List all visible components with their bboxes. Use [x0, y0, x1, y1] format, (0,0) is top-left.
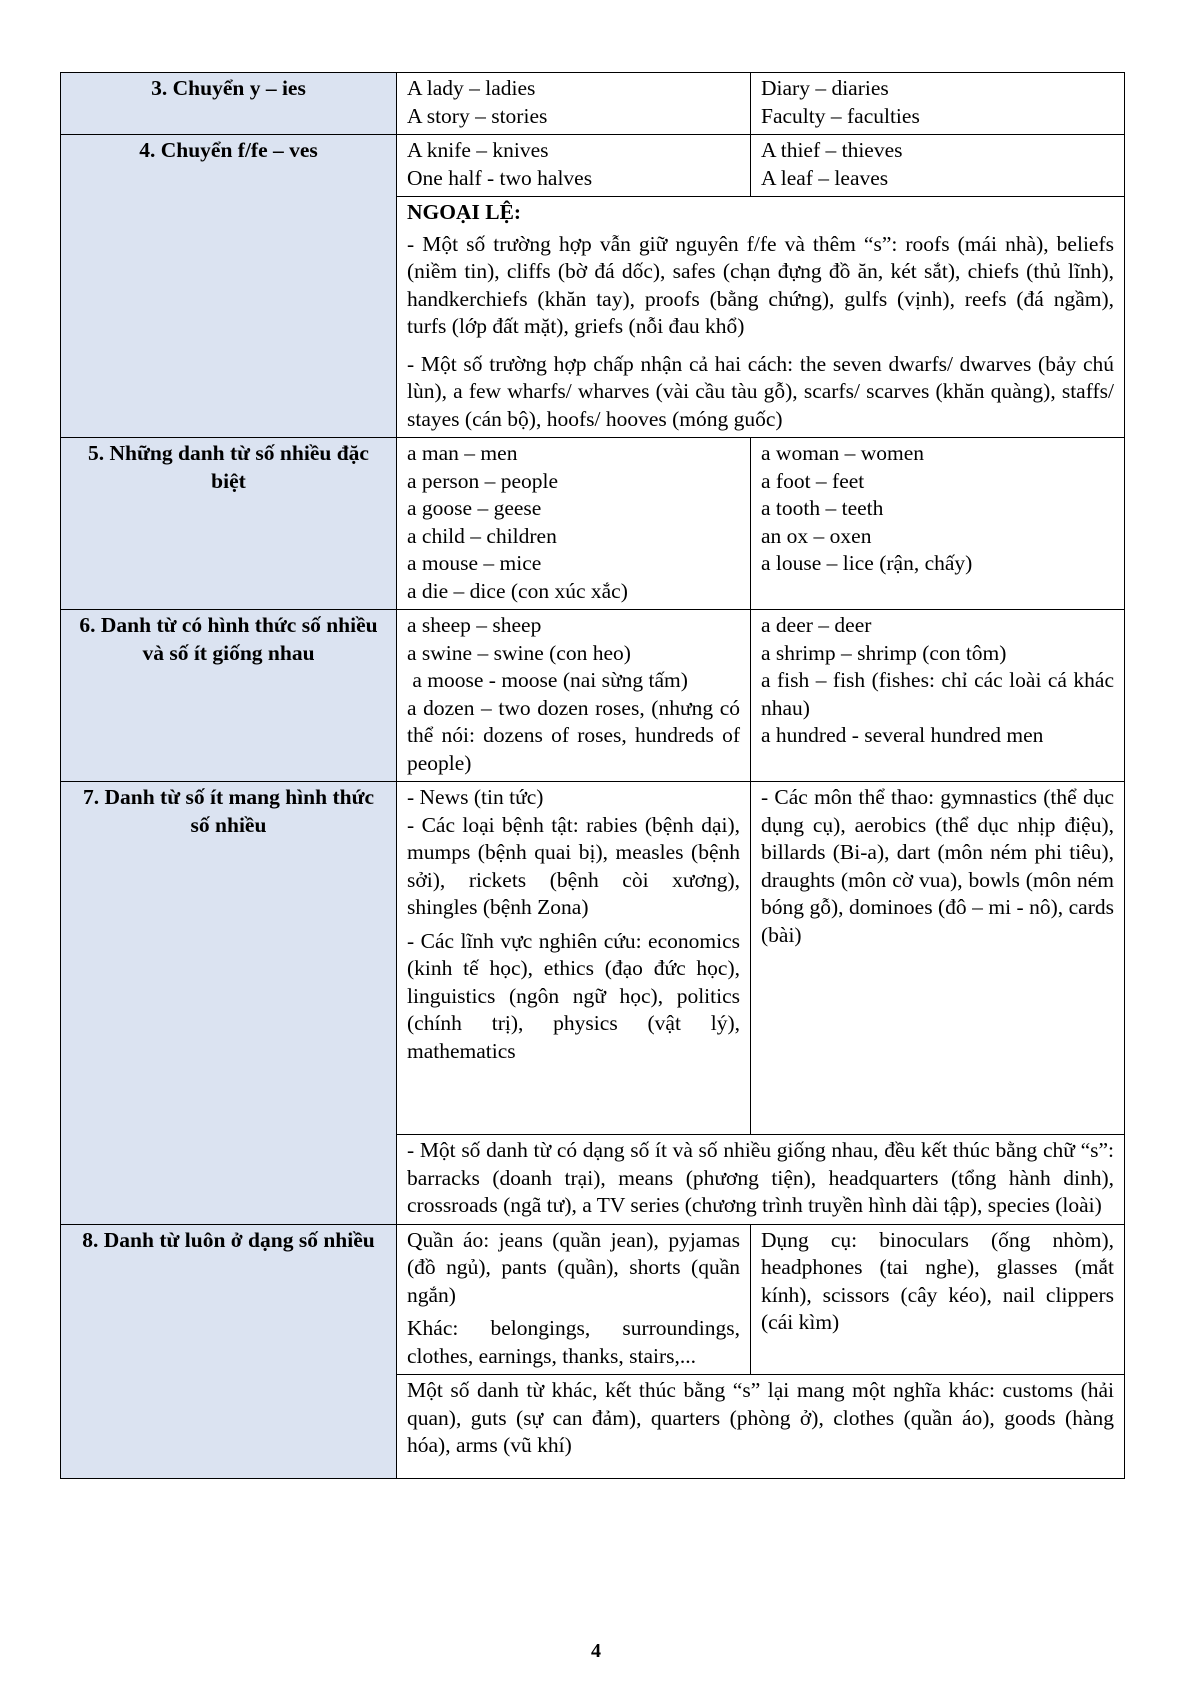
rule-label-6: 6. Danh từ có hình thức số nhiều và số ít giống nhau: [61, 610, 397, 782]
example: Quần áo: jeans (quần jean), pyjamas (đồ ngủ), pants (quần), shorts (quần ngắn): [407, 1227, 740, 1307]
note-cell-7: [397, 1135, 1125, 1225]
example: a die – dice (con xúc xắc): [407, 578, 628, 603]
example: A leaf – leaves: [761, 165, 889, 190]
rule-row-7: [61, 782, 1125, 1135]
example: a dozen – two dozen roses, (nhưng có thể nói: dozens of roses, hundreds of people): [407, 695, 740, 775]
example: a hundred - several hundred men: [761, 723, 1044, 747]
examples-right-8: [751, 1224, 1125, 1375]
examples-left-7: [397, 782, 751, 1135]
examples-left-6: [397, 610, 751, 782]
rule-row-8: [61, 1224, 1125, 1375]
example: a goose – geese: [407, 496, 542, 520]
example: A lady – ladies: [407, 76, 536, 100]
example: Dụng cụ: binoculars (ống nhòm), headphones (tai nghe), glasses (mắt kính), scissors (cây kéo), nail clippers (cái kìm): [761, 1227, 1114, 1334]
examples-right-6: [751, 610, 1125, 782]
example: - Các môn thể thao: gymnastics (thể dục dụng cụ), aerobics (thể dục nhịp điệu), billards (Bi-a), dart (môn ném phi tiêu), draughts (môn cờ vua), bowls (môn ném bóng gỗ), dominoes (đô – mi - nô), cards (bài): [761, 785, 1114, 947]
note-paragraph: Một số danh từ khác, kết thúc bằng “s” lại mang một nghĩa khác: customs (hải quan), guts (sự can đảm), quarters (phòng ở), clothes (quần áo), goods (hàng hóa), arms (vũ khí): [407, 1378, 1114, 1457]
example: a man – men: [407, 441, 518, 465]
exception-paragraph-1: - Một số trường hợp vẫn giữ nguyên f/fe và thêm “s”: roofs (mái nhà), beliefs (niềm tin), cliffs (bờ đá dốc), safes (chạn đựng đồ ăn, két sắt), chiefs (thủ lĩnh), handkerchiefs (khăn tay), proofs (bằng chứng), gulfs (vịnh), reefs (đá ngầm), turfs (lớp đất mặt), griefs (nỗi đau khổ): [407, 231, 1114, 338]
example: a fish – fish (fishes: chỉ các loài cá khác nhau): [761, 668, 1114, 720]
example: a foot – feet: [761, 468, 865, 493]
example: an ox – oxen: [761, 523, 872, 548]
example: - Các loại bệnh tật: rabies (bệnh dại), mumps (bệnh quai bị), measles (bệnh sởi), rickets (bệnh còi xương), shingles (bệnh Zona): [407, 812, 740, 919]
rule-label-4: 4. Chuyển f/fe – ves: [61, 135, 397, 438]
example: Khác: belongings, surroundings, clothes, earnings, thanks, stairs,...: [407, 1316, 740, 1368]
rule-row-4: [61, 135, 1125, 197]
examples-left-8: [397, 1224, 751, 1375]
examples-right-3: [751, 73, 1125, 135]
example: One half - two halves: [407, 165, 593, 190]
examples-right-4: [751, 135, 1125, 197]
examples-right-7: [751, 782, 1125, 1135]
rule-label-3: 3. Chuyển y – ies: [61, 73, 397, 135]
rule-label-7: 7. Danh từ số ít mang hình thức số nhiều: [61, 782, 397, 1225]
example: a shrimp – shrimp (con tôm): [761, 640, 1007, 665]
exceptions-cell-4: [397, 197, 1125, 438]
example: Diary – diaries: [761, 76, 889, 100]
rule-row-5: [61, 438, 1125, 610]
example: A thief – thieves: [761, 138, 903, 162]
examples-right-5: [751, 438, 1125, 610]
example: a tooth – teeth: [761, 496, 884, 520]
exception-paragraph-2: - Một số trường hợp chấp nhận cả hai cách: the seven dwarfs/ dwarves (bảy chú lùn), a few wharfs/ wharves (vài cầu tàu gỗ), scarfs/ scarves (khăn quàng), staffs/ stayes (cán bộ), hoofs/ hooves (móng guốc): [407, 351, 1114, 431]
examples-left-5: [397, 438, 751, 610]
rule-row-6: [61, 610, 1125, 782]
examples-left-3: [397, 73, 751, 135]
example: a deer – deer: [761, 613, 872, 637]
example: a mouse – mice: [407, 551, 542, 575]
note-paragraph: - Một số danh từ có dạng số ít và số nhiều giống nhau, đều kết thúc bằng chữ “s”: barracks (doanh trại), means (phương tiện), headquarters (tổng hành dinh), crossroads (ngã tư), a TV series (chương trình truyền hình dài tập), species (loài): [407, 1138, 1114, 1217]
example: a louse – lice (rận, chấy): [761, 551, 973, 575]
example: A story – stories: [407, 103, 548, 128]
example: a moose - moose (nai sừng tấm): [407, 668, 688, 692]
exceptions-heading: NGOẠI LỆ:: [407, 200, 522, 224]
example: a child – children: [407, 523, 557, 548]
example: a person – people: [407, 468, 559, 493]
rule-label-5: 5. Những danh từ số nhiều đặc biệt: [61, 438, 397, 610]
rule-row-3: [61, 73, 1125, 135]
example: Faculty – faculties: [761, 103, 920, 128]
example: - News (tin tức): [407, 785, 544, 809]
example: a sheep – sheep: [407, 613, 542, 637]
example: a swine – swine (con heo): [407, 640, 631, 665]
rule-label-8: 8. Danh từ luôn ở dạng số nhiều: [61, 1224, 397, 1478]
plural-rules-table: [60, 72, 1125, 1479]
page-number: 4: [591, 1640, 601, 1662]
examples-left-4: [397, 135, 751, 197]
example: a woman – women: [761, 441, 925, 465]
example: A knife – knives: [407, 138, 549, 162]
example: - Các lĩnh vực nghiên cứu: economics (kinh tế học), ethics (đạo đức học), linguistics (ngôn ngữ học), politics (chính trị), physics (vật lý), mathematics: [407, 928, 740, 1063]
note-cell-8: [397, 1375, 1125, 1479]
